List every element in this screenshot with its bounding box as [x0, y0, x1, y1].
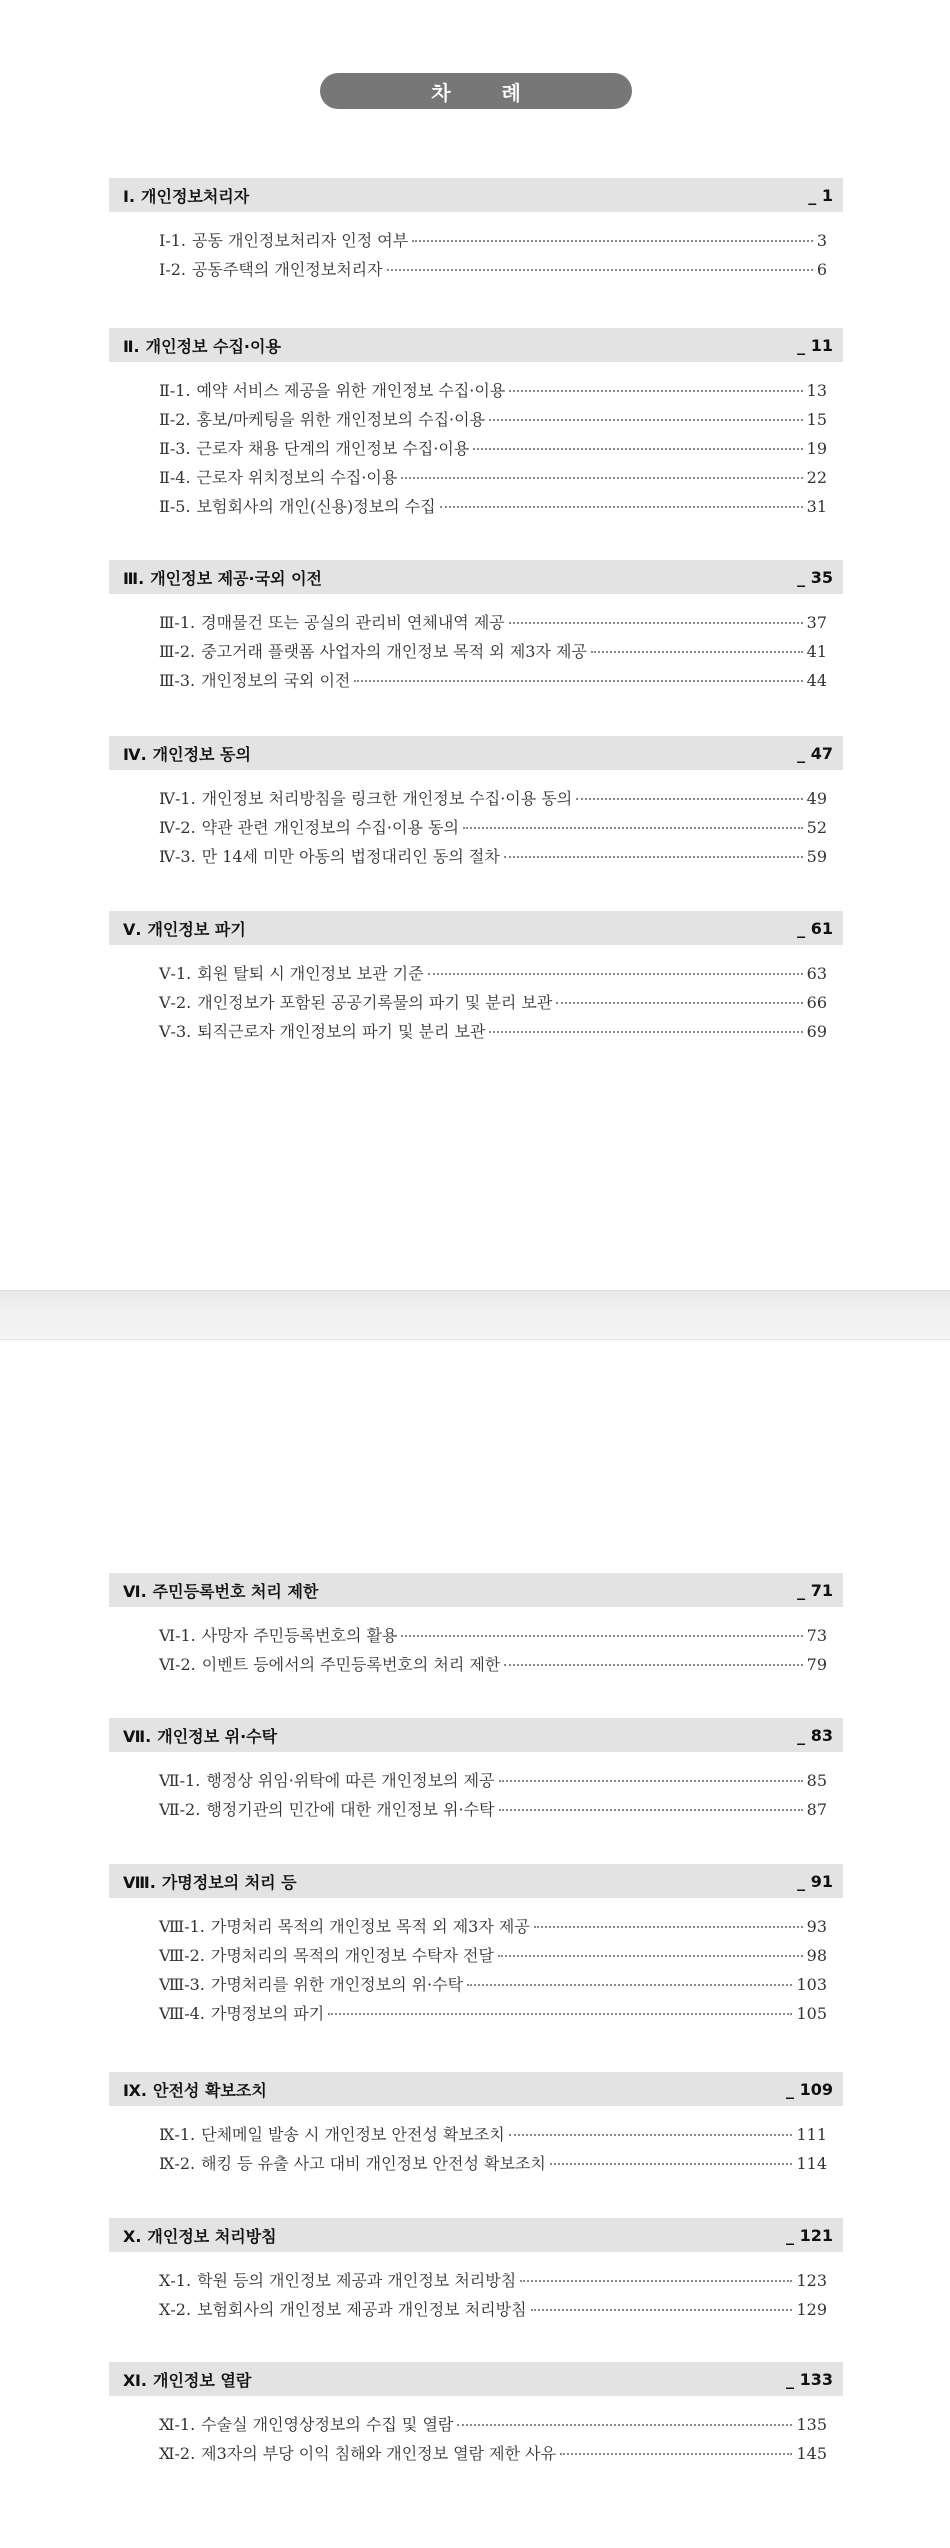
section-heading: [123, 1579, 318, 1602]
section-number: Ⅸ.: [123, 2080, 148, 2100]
section-header[interactable]: [109, 1573, 843, 1607]
toc-entry[interactable]: [159, 668, 827, 697]
dot-leader: [499, 1809, 803, 1811]
entry-code: Ⅺ-2.: [159, 2444, 196, 2463]
entry-code: Ⅺ-1.: [159, 2415, 196, 2434]
toc-section: [109, 178, 843, 286]
entry-page-number: 52: [806, 818, 827, 837]
section-header[interactable]: [109, 328, 843, 362]
section-item-list: [109, 1623, 843, 1681]
section-page-number: _ 11: [797, 335, 833, 355]
toc-section: [109, 560, 843, 697]
entry-label: 공동주택의 개인정보처리자: [192, 260, 383, 279]
entry-code: Ⅶ-1.: [159, 1771, 201, 1790]
section-number: Ⅲ.: [123, 568, 145, 588]
dot-leader: [457, 2424, 792, 2426]
toc-page-2: [0, 1338, 950, 2548]
entry-page-number: 98: [806, 1946, 827, 1965]
entry-code: Ⅳ-1.: [159, 789, 196, 808]
entry-code: Ⅵ-1.: [159, 1626, 196, 1645]
toc-entry[interactable]: [159, 961, 827, 990]
entry-page-number: 63: [806, 964, 827, 983]
toc-section: [109, 736, 843, 873]
dot-leader: [473, 448, 802, 450]
entry-page-number: 123: [796, 2271, 827, 2290]
toc-entry[interactable]: [159, 844, 827, 873]
dot-leader: [504, 856, 803, 858]
section-title: 개인정보처리자: [141, 186, 250, 206]
section-title: 가명정보의 처리 등: [161, 1872, 297, 1892]
entry-label: 보험회사의 개인정보 제공과 개인정보 처리방침: [197, 2300, 527, 2319]
dot-leader: [401, 1635, 802, 1637]
entry-code: Ⅱ-1.: [159, 381, 191, 400]
section-page-number: _ 83: [797, 1725, 833, 1745]
toc-entry[interactable]: [159, 2297, 827, 2326]
section-title: 개인정보 수집·이용: [145, 336, 281, 356]
dot-leader: [556, 1002, 802, 1004]
entry-label: 가명처리의 목적의 개인정보 수탁자 전달: [210, 1946, 494, 1965]
entry-code: Ⅰ-1.: [159, 231, 186, 250]
section-page-number: _ 133: [786, 2369, 833, 2389]
section-number: Ⅺ.: [123, 2370, 147, 2390]
toc-entry[interactable]: [159, 2001, 827, 2030]
entry-code: Ⅷ-3.: [159, 1975, 205, 1994]
dot-leader: [504, 1664, 802, 1666]
entry-code: Ⅲ-2.: [159, 642, 196, 661]
entry-label: 행정기관의 민간에 대한 개인정보 위·수탁: [206, 1800, 495, 1819]
dot-leader: [328, 2013, 792, 2015]
entry-code: Ⅵ-2.: [159, 1655, 196, 1674]
section-heading: [123, 2368, 251, 2391]
section-heading: [123, 1870, 297, 1893]
section-item-list: [109, 2122, 843, 2180]
entry-label: 만 14세 미만 아동의 법정대리인 동의 절차: [201, 847, 500, 866]
section-item-list: [109, 786, 843, 873]
section-page-number: _ 35: [797, 567, 833, 587]
section-item-list: [109, 1914, 843, 2030]
entry-code: Ⅰ-2.: [159, 260, 186, 279]
section-item-list: [109, 961, 843, 1048]
entry-page-number: 15: [806, 410, 827, 429]
section-heading: [123, 742, 251, 765]
dot-leader: [401, 477, 802, 479]
entry-page-number: 3: [816, 231, 827, 250]
section-title: 개인정보 파기: [147, 919, 246, 939]
dot-leader: [489, 1031, 802, 1033]
entry-page-number: 111: [796, 2125, 827, 2144]
entry-code: Ⅳ-3.: [159, 847, 196, 866]
section-item-list: [109, 1768, 843, 1826]
entry-code: Ⅱ-5.: [159, 497, 191, 516]
section-heading: [123, 2224, 277, 2247]
entry-label: 보험회사의 개인(신용)정보의 수집: [196, 497, 436, 516]
section-header[interactable]: [109, 2218, 843, 2252]
entry-label: 사망자 주민등록번호의 활용: [201, 1626, 398, 1645]
section-page-number: _ 47: [797, 743, 833, 763]
entry-page-number: 59: [806, 847, 827, 866]
dot-leader: [428, 973, 803, 975]
section-heading: [123, 1724, 277, 1747]
entry-page-number: 31: [806, 497, 827, 516]
entry-code: Ⅷ-1.: [159, 1917, 205, 1936]
entry-label: 이벤트 등에서의 주민등록번호의 처리 제한: [201, 1655, 501, 1674]
entry-page-number: 69: [806, 1022, 827, 1041]
section-title: 개인정보 처리방침: [147, 2226, 277, 2246]
entry-code: Ⅱ-2.: [159, 410, 191, 429]
entry-code: Ⅳ-2.: [159, 818, 196, 837]
entry-page-number: 13: [806, 381, 827, 400]
entry-label: 가명처리 목적의 개인정보 목적 외 제3자 제공: [210, 1917, 530, 1936]
entry-label: 공동 개인정보처리자 인정 여부: [192, 231, 409, 250]
toc-section: [109, 2072, 843, 2180]
toc-entry[interactable]: [159, 2412, 827, 2441]
section-number: Ⅵ.: [123, 1581, 147, 1601]
toc-entry[interactable]: [159, 2122, 827, 2151]
toc-entry[interactable]: [159, 1943, 827, 1972]
entry-page-number: 79: [806, 1655, 827, 1674]
section-item-list: [109, 2268, 843, 2326]
toc-section: [109, 2362, 843, 2470]
toc-entry[interactable]: [159, 465, 827, 494]
section-title: 개인정보 동의: [152, 744, 251, 764]
entry-label: 개인정보가 포함된 공공기록물의 파기 및 분리 보관: [197, 993, 553, 1012]
dot-leader: [576, 798, 802, 800]
section-page-number: _ 1: [808, 185, 833, 205]
entry-page-number: 37: [806, 613, 827, 632]
dot-leader: [463, 827, 803, 829]
toc-entry[interactable]: [159, 1019, 827, 1048]
entry-code: Ⅷ-2.: [159, 1946, 205, 1965]
entry-page-number: 103: [796, 1975, 827, 1994]
entry-label: 홍보/마케팅을 위한 개인정보의 수집·이용: [196, 410, 486, 429]
section-item-list: [109, 378, 843, 523]
section-header[interactable]: [109, 178, 843, 212]
entry-label: 학원 등의 개인정보 제공과 개인정보 처리방침: [197, 2271, 517, 2290]
entry-code: Ⅴ-1.: [159, 964, 192, 983]
entry-page-number: 41: [806, 642, 827, 661]
section-page-number: _ 71: [797, 1580, 833, 1600]
dot-leader: [498, 1955, 803, 1957]
entry-page-number: 85: [806, 1771, 827, 1790]
entry-label: 예약 서비스 제공을 위한 개인정보 수집·이용: [196, 381, 506, 400]
toc-entry[interactable]: [159, 1797, 827, 1826]
entry-label: 가명처리를 위한 개인정보의 위·수탁: [210, 1975, 464, 1994]
entry-label: 퇴직근로자 개인정보의 파기 및 분리 보관: [197, 1022, 486, 1041]
toc-entry[interactable]: [159, 990, 827, 1019]
entry-page-number: 6: [816, 260, 827, 279]
entry-code: Ⅷ-4.: [159, 2004, 205, 2023]
toc-entry[interactable]: [159, 2268, 827, 2297]
section-title: 개인정보 열람: [153, 2370, 252, 2390]
section-page-number: _ 61: [797, 918, 833, 938]
section-header[interactable]: [109, 736, 843, 770]
toc-entry[interactable]: [159, 1652, 827, 1681]
section-heading: [123, 566, 322, 589]
toc-entry[interactable]: [159, 494, 827, 523]
entry-page-number: 44: [806, 671, 827, 690]
entry-page-number: 66: [806, 993, 827, 1012]
toc-section: [109, 328, 843, 523]
toc-entry[interactable]: [159, 407, 827, 436]
section-heading: [123, 334, 281, 357]
toc-title: 차 례: [320, 73, 632, 109]
section-header[interactable]: [109, 911, 843, 945]
entry-page-number: 49: [806, 789, 827, 808]
entry-page-number: 135: [796, 2415, 827, 2434]
toc-entry[interactable]: [159, 1768, 827, 1797]
dot-leader: [440, 506, 803, 508]
section-heading: [123, 184, 249, 207]
toc-section: [109, 2218, 843, 2326]
entry-code: Ⅲ-3.: [159, 671, 196, 690]
section-title: 안전성 확보조치: [153, 2080, 267, 2100]
entry-label: 단체메일 발송 시 개인정보 안전성 확보조치: [201, 2125, 505, 2144]
page-separator: [0, 1290, 950, 1340]
section-header[interactable]: [109, 1864, 843, 1898]
toc-section: [109, 1864, 843, 2030]
toc-entry[interactable]: [159, 786, 827, 815]
entry-code: Ⅱ-3.: [159, 439, 191, 458]
toc-entry[interactable]: [159, 1623, 827, 1652]
section-heading: [123, 917, 246, 940]
toc-entry[interactable]: [159, 2151, 827, 2180]
dot-leader: [550, 2163, 793, 2165]
dot-leader: [387, 269, 813, 271]
dot-leader: [509, 390, 802, 392]
entry-page-number: 105: [796, 2004, 827, 2023]
entry-label: 중고거래 플랫폼 사업자의 개인정보 목적 외 제3자 제공: [201, 642, 587, 661]
dot-leader: [509, 622, 803, 624]
dot-leader: [560, 2453, 792, 2455]
dot-leader: [354, 680, 802, 682]
section-page-number: _ 121: [786, 2225, 833, 2245]
toc-entry[interactable]: [159, 228, 827, 257]
entry-code: Ⅸ-2.: [159, 2154, 196, 2173]
entry-code: Ⅴ-3.: [159, 1022, 192, 1041]
toc-entry[interactable]: [159, 257, 827, 286]
section-item-list: [109, 228, 843, 286]
entry-label: 근로자 위치정보의 수집·이용: [196, 468, 398, 487]
entry-code: Ⅹ-2.: [159, 2300, 192, 2319]
dot-leader: [520, 2280, 792, 2282]
section-header[interactable]: [109, 560, 843, 594]
section-number: Ⅳ.: [123, 744, 147, 764]
entry-code: Ⅶ-2.: [159, 1800, 201, 1819]
entry-page-number: 73: [806, 1626, 827, 1645]
section-header[interactable]: [109, 2362, 843, 2396]
entry-code: Ⅲ-1.: [159, 613, 196, 632]
section-number: Ⅱ.: [123, 336, 140, 356]
entry-label: 약관 관련 개인정보의 수집·이용 동의: [201, 818, 459, 837]
entry-label: 해킹 등 유출 사고 대비 개인정보 안전성 확보조치: [201, 2154, 546, 2173]
entry-label: 근로자 채용 단계의 개인정보 수집·이용: [196, 439, 470, 458]
entry-page-number: 93: [806, 1917, 827, 1936]
section-title: 개인정보 위·수탁: [157, 1726, 278, 1746]
entry-page-number: 87: [806, 1800, 827, 1819]
entry-label: 행정상 위임·위탁에 따른 개인정보의 제공: [206, 1771, 495, 1790]
section-item-list: [109, 2412, 843, 2470]
section-number: Ⅹ.: [123, 2226, 142, 2246]
dot-leader: [489, 419, 803, 421]
entry-code: Ⅱ-4.: [159, 468, 191, 487]
section-page-number: _ 109: [786, 2079, 833, 2099]
section-number: Ⅷ.: [123, 1872, 156, 1892]
entry-page-number: 114: [796, 2154, 827, 2173]
entry-label: 경매물건 또는 공실의 관리비 연체내역 제공: [201, 613, 505, 632]
entry-label: 개인정보 처리방침을 링크한 개인정보 수집·이용 동의: [201, 789, 573, 808]
dot-leader: [591, 651, 803, 653]
section-title: 개인정보 제공·국외 이전: [150, 568, 322, 588]
entry-page-number: 129: [796, 2300, 827, 2319]
entry-label: 제3자의 부당 이익 침해와 개인정보 열람 제한 사유: [201, 2444, 557, 2463]
entry-page-number: 22: [806, 468, 827, 487]
section-number: Ⅶ.: [123, 1726, 152, 1746]
section-number: Ⅰ.: [123, 186, 136, 206]
toc-entry[interactable]: [159, 815, 827, 844]
toc-entry[interactable]: [159, 610, 827, 639]
section-number: Ⅴ.: [123, 919, 142, 939]
entry-code: Ⅴ-2.: [159, 993, 192, 1012]
dot-leader: [412, 240, 813, 242]
section-page-number: _ 91: [797, 1871, 833, 1891]
dot-leader: [534, 1926, 803, 1928]
dot-leader: [509, 2134, 793, 2136]
entry-label: 가명정보의 파기: [210, 2004, 325, 2023]
section-title: 주민등록번호 처리 제한: [152, 1581, 319, 1601]
toc-entry[interactable]: [159, 639, 827, 668]
section-heading: [123, 2078, 267, 2101]
toc-section: [109, 1573, 843, 1681]
entry-page-number: 19: [806, 439, 827, 458]
toc-entry[interactable]: [159, 1972, 827, 2001]
dot-leader: [499, 1780, 803, 1782]
toc-entry[interactable]: [159, 436, 827, 465]
entry-page-number: 145: [796, 2444, 827, 2463]
toc-entry[interactable]: [159, 378, 827, 407]
entry-label: 수술실 개인영상정보의 수집 및 열람: [201, 2415, 454, 2434]
entry-label: 회원 탈퇴 시 개인정보 보관 기준: [197, 964, 424, 983]
toc-section: [109, 1718, 843, 1826]
section-header[interactable]: [109, 2072, 843, 2106]
toc-section: [109, 911, 843, 1048]
entry-label: 개인정보의 국외 이전: [201, 671, 351, 690]
dot-leader: [531, 2309, 793, 2311]
section-item-list: [109, 610, 843, 697]
dot-leader: [467, 1984, 792, 1986]
toc-entry[interactable]: [159, 2441, 827, 2470]
entry-code: Ⅸ-1.: [159, 2125, 196, 2144]
entry-code: Ⅹ-1.: [159, 2271, 192, 2290]
section-header[interactable]: [109, 1718, 843, 1752]
toc-entry[interactable]: [159, 1914, 827, 1943]
